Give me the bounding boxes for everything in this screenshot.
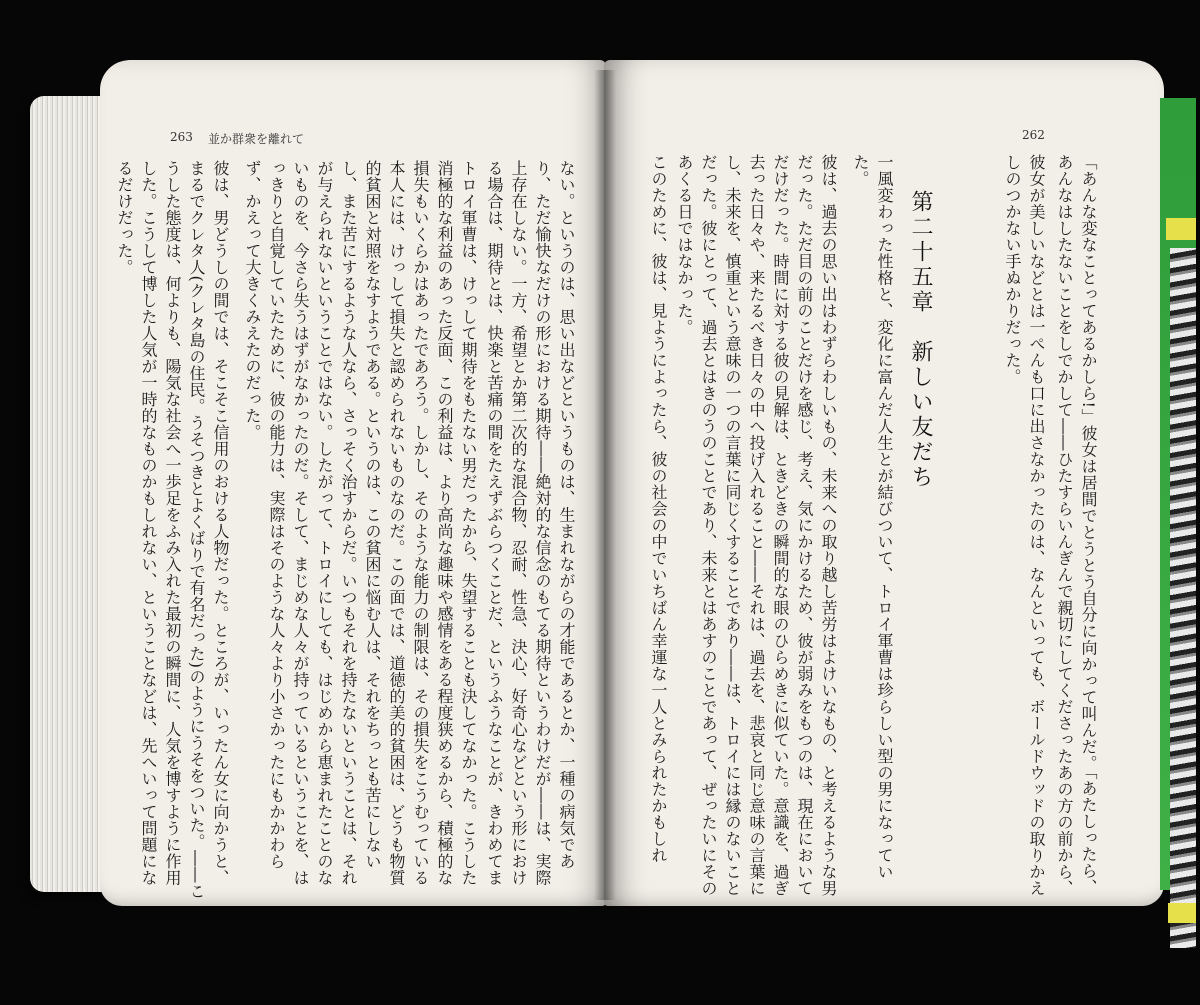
cover-photo <box>1170 248 1196 948</box>
right-paragraph-1: 「あんな変なことってあるかしら!」彼女は居間でとうとう自分に向かって叫んだ。「あたしったら、あんなはしたないことをしでかして――ひたすらいんぎんで親切にしてくださったあの方の前から、 <box>1055 154 1098 897</box>
right-paragraph-5: このために、彼は、見ようによったら、彼の社会の中でいちばん幸運な一人とみられたかもしれ <box>649 154 668 864</box>
left-paragraph-2: トロイ軍曹は、けっして期待をもたない男だったから、失望することも決してなかった。こうした消極的な利益のあった反面、この利益は、より高尚な趣味や感情をある程度狭めるから、積極的な損失もいくらかはあったであろう。しかし、そのような能力の制限は、その損失をこうむっている本人には、けっして損失と認められないものなのだ。この面では、道徳的美的貧困は、どうも物質的貧困と対照をなすようである。というのは、この貧困に悩む人は、それをちっとも苦にしないし、また苦にするような人なら、さっそく治すからだ。いつもそれを持たないということは、それが与えられないということではない。したがって、トロイにしても、はじめから恵まれたことのないものを、今さら失うはずがなかったのだ。そして、まじめな人々が持っているということを、はっきりと自覚していたために、彼の能力は、実際はそのような人々より小さかったにもかかわらず、かえって大きくみえたのだった。 <box>243 160 478 886</box>
left-paragraph-1: ない。というのは、思い出などというものは、生まれながらの才能であるとか、一種の病気であり、ただ愉快なだけの形における期待――絶対的な信念のもてる期待というわけだが――は、実際上存在しない。一方、希望とか第二次的な混合物、忍耐、性急、決心、好奇心などという形における場合は、期待とは、快楽と苦痛の間をたえずぶらつくことだ、というふうなことが、きわめてま <box>485 160 576 886</box>
cover-stripe-bottom <box>1168 903 1196 923</box>
right-page-number: 262 <box>1022 128 1045 142</box>
cover-stripe <box>1166 218 1196 240</box>
book-cover-edge <box>1160 98 1196 890</box>
left-page <box>100 60 606 906</box>
book-gutter-shadow <box>594 70 616 900</box>
right-paragraph-4: 彼は、過去の思い出はわずらわしいもの、未来への取り越し苦労はよけいなもの、と考えるような男だった。ただ目の前のことだけを感じ、考え、気にかけるため、彼が弱みをもつのは、現在においてだけだった。時間に対する彼の見解は、ときどきの瞬間的な眼のひらめきに似ていた。意識を、過ぎ去った日々や、来たるべき日々の中へ投げ入れること――それは、過去を、悲哀と同じ意味の言葉にし、未来を、慎重という意味の一つの言葉に同じくすることであり――は、トロイには縁のないことだった。彼にとって、過去とはきのうのことであり、未来とはあすのことであって、ぜったいにそのあくる日ではなかった。 <box>675 154 838 897</box>
right-paragraph-3: 一風変わった性格と、変化に富んだ人生とが結びついて、トロイ軍曹は珍らしい型の男になっていた。 <box>851 154 894 880</box>
chapter-title: 第二十五章 新しい友だち <box>908 190 933 490</box>
left-page-number: 263 <box>170 130 193 144</box>
right-paragraph-2: 彼女が美しいなどとは一ぺんも口に出さなかったのは、なんといっても、ボールドウッドの取りかえしのつかない手ぬかりだった。 <box>1003 154 1046 897</box>
left-paragraph-3: 彼は、男どうしの間では、そこそこ信用のおける人物だった。ところが、いったん女に向かうと、まるでクレタ人(クレタ島の住民。うそつきとよくばりで有名だった)のようにうそをついた。――こうした態度は、何よりも、陽気な社会へ一歩足をふみ入れた最初の瞬間に、人気を博すように作用した。こうして博した人気が一時的なものかもしれない、ということなどは、先へいって問題になるだけだった。 <box>115 160 230 900</box>
left-running-head: 並か群衆を離れて <box>208 132 305 146</box>
right-page <box>604 60 1164 906</box>
